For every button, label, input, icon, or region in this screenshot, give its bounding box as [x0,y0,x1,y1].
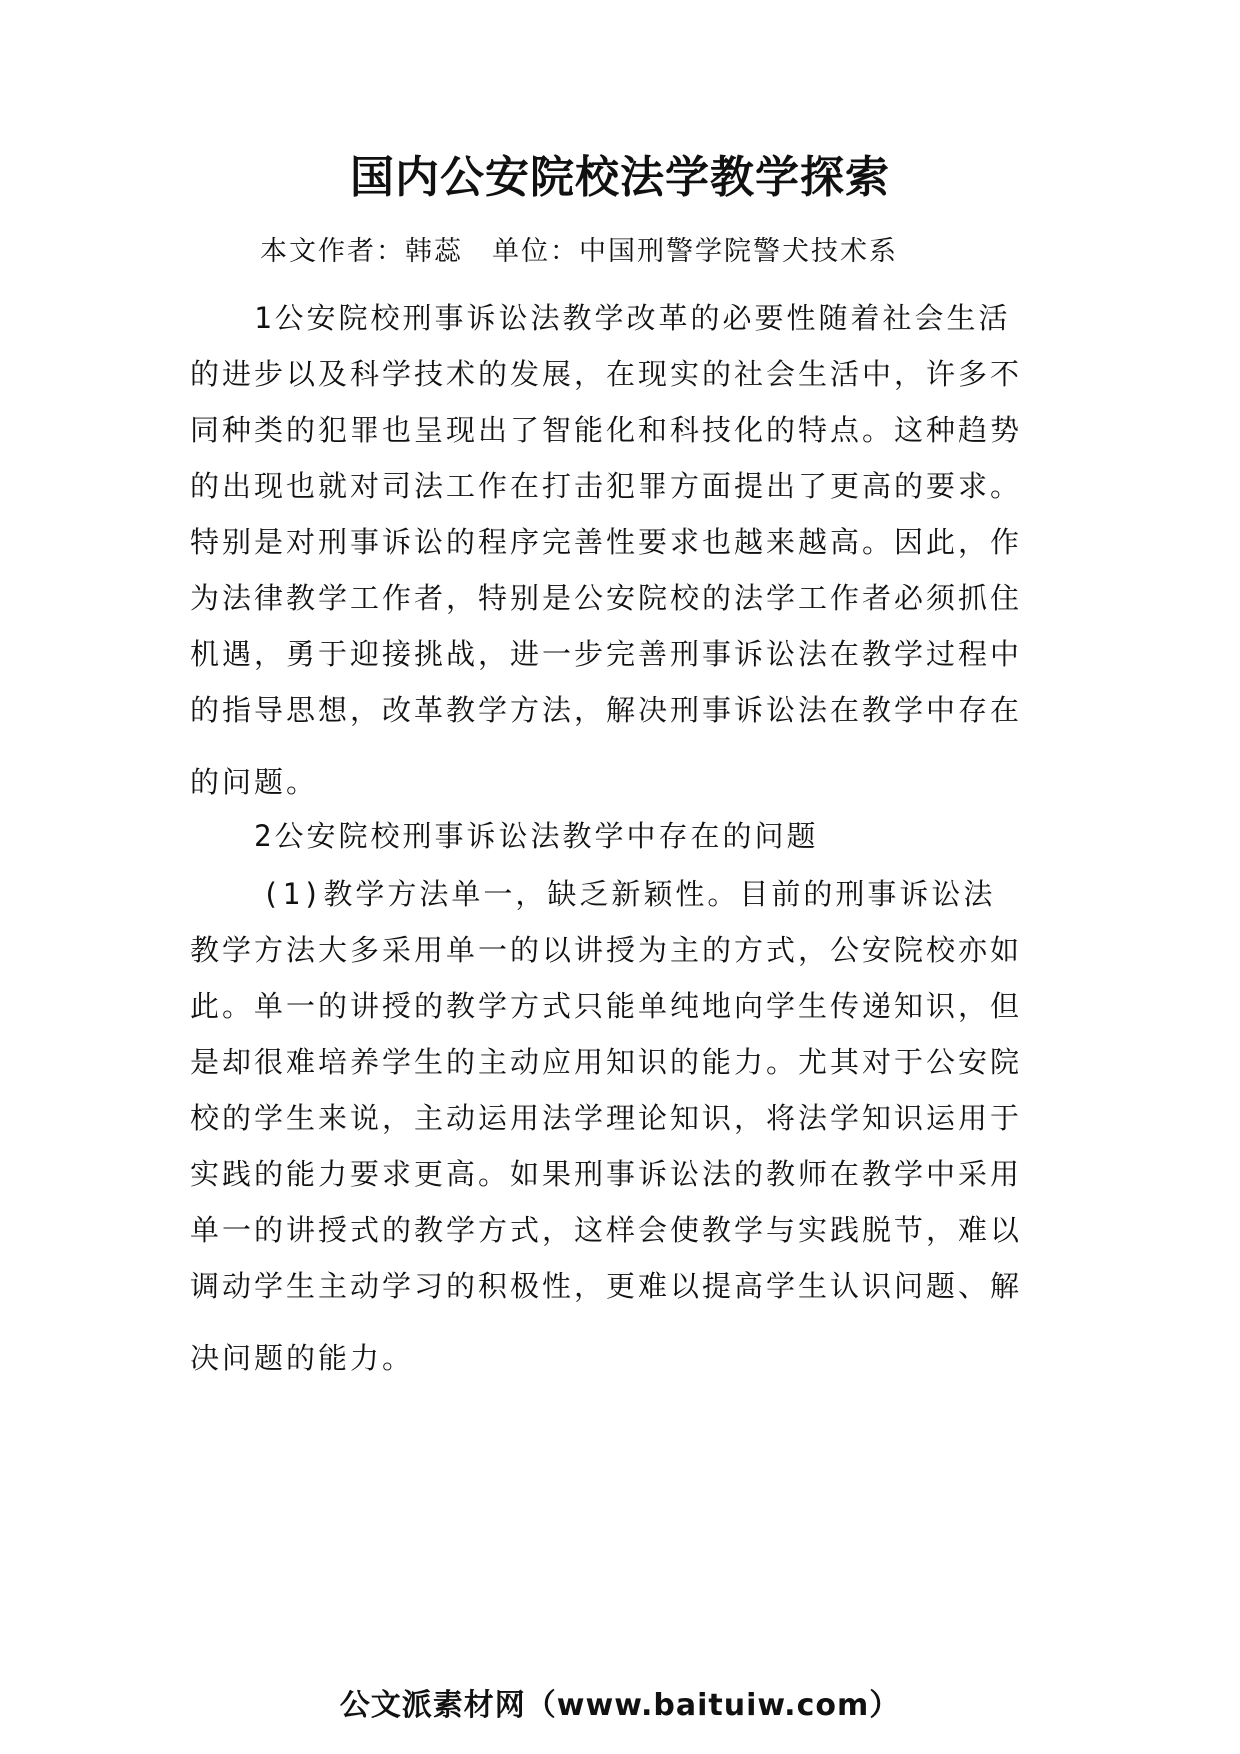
paragraph-line: 是却很难培养学生的主动应用知识的能力。尤其对于公安院 [190,1045,1023,1079]
paragraph-line: 同种类的犯罪也呈现出了智能化和科技化的特点。这种趋势 [190,413,1023,447]
paragraph-line: 决问题的能力。 [190,1341,415,1375]
paragraph-line: 单一的讲授式的教学方式，这样会使教学与实践脱节，难以 [190,1213,1023,1247]
paragraph-line: 此。单一的讲授的教学方式只能单纯地向学生传递知识，但 [190,989,1023,1023]
paragraph-line: (1)教学方法单一，缺乏新颖性。目前的刑事诉讼法 [262,877,996,911]
site-footer: 公文派素材网（www.baituiw.com） [339,1688,901,1723]
section2-paragraph [190,866,1060,1386]
paragraph-line: 教学方法大多采用单一的以讲授为主的方式，公安院校亦如 [190,933,1023,967]
paragraph-line: 的进步以及科学技术的发展，在现实的社会生活中，许多不 [190,357,1023,391]
document-title: 国内公安院校法学教学探索 [350,152,890,203]
author-byline: 本文作者：韩蕊 单位：中国刑警学院警犬技术系 [260,236,898,267]
paragraph-line: 校的学生来说，主动运用法学理论知识，将法学知识运用于 [190,1101,1023,1135]
section2-heading: 2公安院校刑事诉讼法教学中存在的问题 [254,819,819,853]
paragraph-line: 特别是对刑事诉讼的程序完善性要求也越来越高。因此，作 [190,525,1023,559]
section1-paragraph [190,290,1060,810]
paragraph-line: 的指导思想，改革教学方法，解决刑事诉讼法在教学中存在 [190,693,1023,727]
paragraph-line: 1公安院校刑事诉讼法教学改革的必要性随着社会生活 [254,301,1011,335]
paragraph-line: 调动学生主动学习的积极性，更难以提高学生认识问题、解 [190,1269,1023,1303]
paragraph-line: 的出现也就对司法工作在打击犯罪方面提出了更高的要求。 [190,469,1023,503]
paragraph-line: 实践的能力要求更高。如果刑事诉讼法的教师在教学中采用 [190,1157,1023,1191]
paragraph-line: 的问题。 [190,765,319,799]
paragraph-line: 为法律教学工作者，特别是公安院校的法学工作者必须抓住 [190,581,1023,615]
paragraph-line: 机遇，勇于迎接挑战，进一步完善刑事诉讼法在教学过程中 [190,637,1023,671]
